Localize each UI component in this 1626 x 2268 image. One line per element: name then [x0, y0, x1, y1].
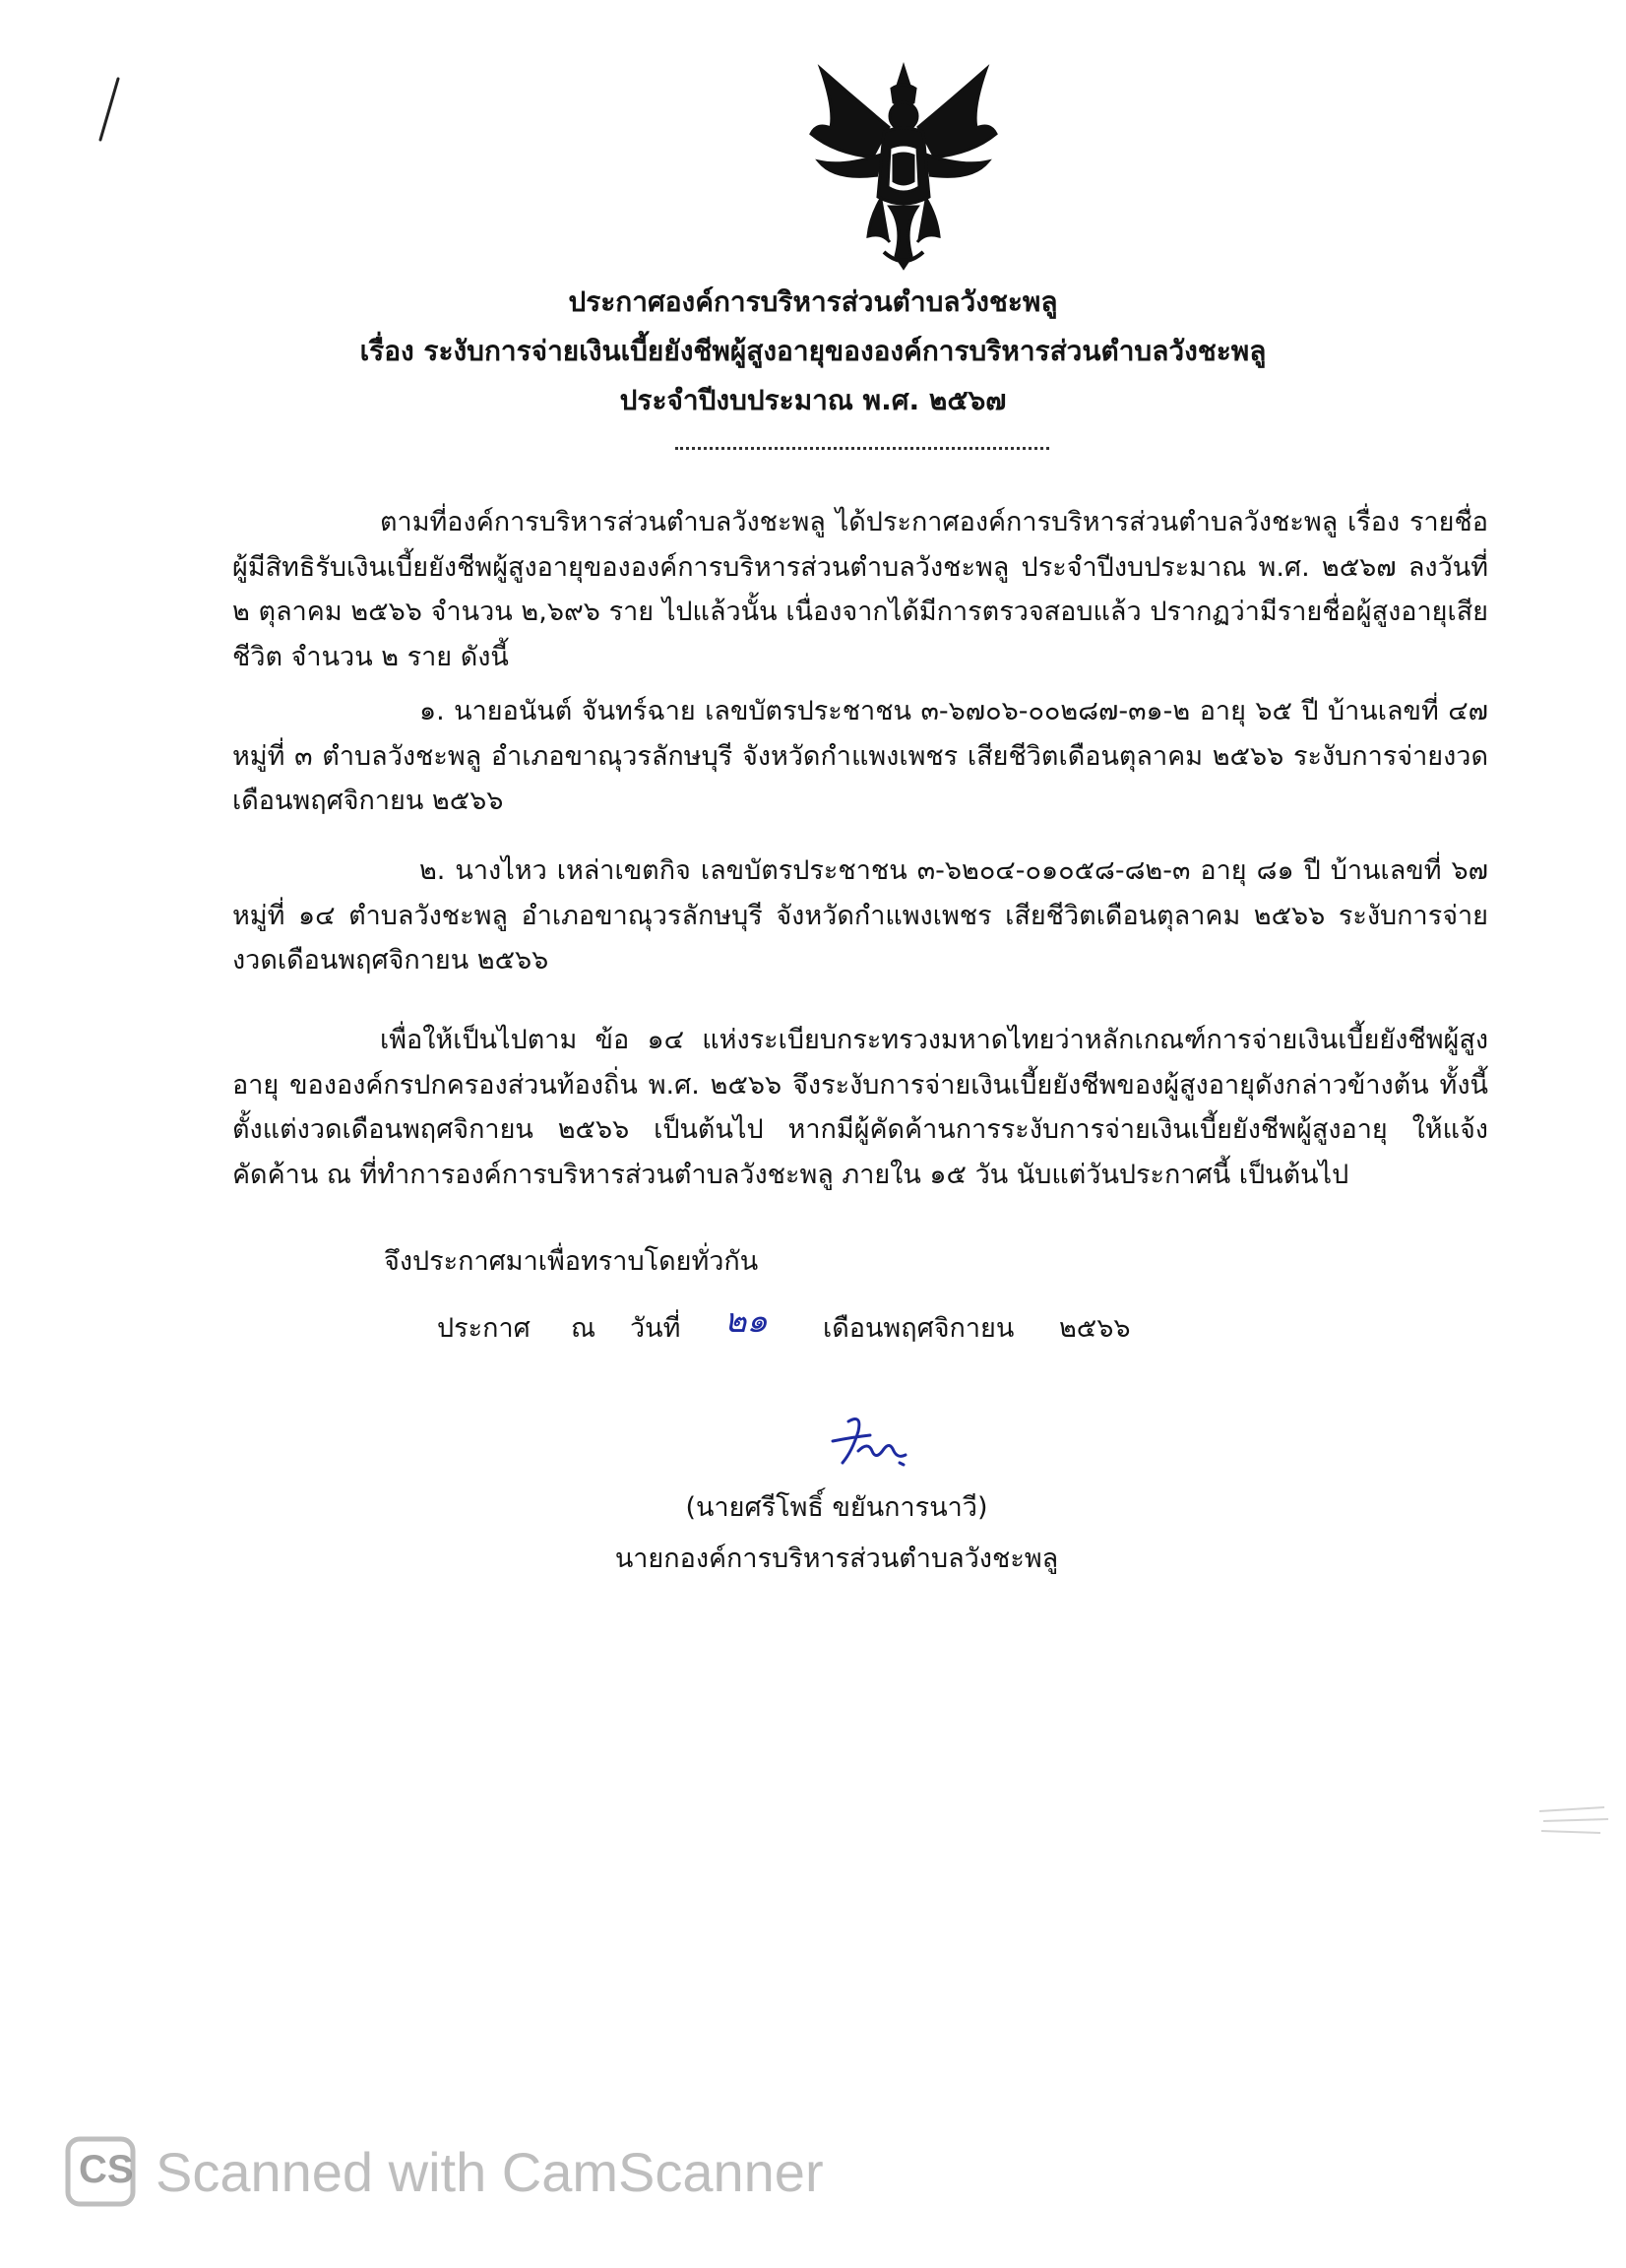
announce-day-handwritten: ๒๑ — [724, 1301, 768, 1341]
paragraph-background: ตามที่องค์การบริหารส่วนตำบลวังชะพลู ได้ประกาศองค์การบริหารส่วนตำบลวังชะพลู เรื่อง รายชื่อผู้มีสิทธิรับเงินเบี้ยยังชีพผู้สูงอายุขององค์การบริหารส่วนตำบลวังชะพลู ประจำปีงบประมาณ พ.ศ. ๒๕๖๗ ลงวันที่ ๒ ตุลาคม ๒๕๖๖ จำนวน ๒,๖๙๖ ราย ไปแล้วนั้น เนื่องจากได้มีการตรวจสอบแล้ว ปรากฏว่ามีรายชื่อผู้สูงอายุเสียชีวิต จำนวน ๒ ราย ดังนี้ — [232, 507, 1488, 672]
title-divider — [675, 447, 1049, 450]
watermark-text: Scanned with CamScanner — [156, 2140, 824, 2203]
announcement-subject: เรื่อง ระงับการจ่ายเงินเบี้ยยังชีพผู้สูงอายุขององค์การบริหารส่วนตำบลวังชะพลู — [359, 335, 1267, 367]
announce-month: เดือนพฤศจิกายน — [823, 1313, 1015, 1344]
announce-day-label: วันที่ — [630, 1313, 681, 1344]
scan-smudge — [1535, 1801, 1614, 1841]
announce-prefix: ประกาศ — [437, 1313, 531, 1344]
announce-year: ๒๕๖๖ — [1059, 1313, 1131, 1344]
signature-mark — [823, 1412, 921, 1473]
announce-at: ณ — [571, 1313, 596, 1344]
deceased-item-1: ๑. นายอนันต์ จันทร์ฉาย เลขบัตรประชาชน ๓-๖๗๐๖-๐๐๒๘๗-๓๑-๒ อายุ ๖๕ ปี บ้านเลขที่ ๔๗ หมู่ที่ ๓ ตำบลวังชะพลู อำเภอขาณุวรลักษบุรี จังหวัดกำแพงเพชร เสียชีวิตเดือนตุลาคม ๒๕๖๖ ระงับการจ่ายงวดเดือนพฤศจิกายน ๒๕๖๖ — [232, 696, 1488, 817]
watermark-badge: CS — [79, 2148, 134, 2191]
camscanner-watermark — [65, 2136, 824, 2207]
deceased-item-2: ๒. นางไหว เหล่าเขตกิจ เลขบัตรประชาชน ๓-๖๒๐๔-๐๑๐๕๘-๘๒-๓ อายุ ๘๑ ปี บ้านเลขที่ ๖๗ หมู่ที่ ๑๔ ตำบลวังชะพลู อำเภอขาณุวรลักษบุรี จังหวัดกำแพงเพชร เสียชีวิตเดือนตุลาคม ๒๕๖๖ ระงับการจ่ายงวดเดือนพฤศจิกายน ๒๕๖๖ — [232, 855, 1488, 976]
announcement-title: ประกาศองค์การบริหารส่วนตำบลวังชะพลู — [568, 285, 1058, 318]
pen-stroke-mark — [94, 75, 124, 144]
paragraph-regulation: เพื่อให้เป็นไปตาม ข้อ ๑๔ แห่งระเบียบกระทรวงมหาดไทยว่าหลักเกณฑ์การจ่ายเงินเบี้ยยังชีพผู้สูงอายุ ขององค์กรปกครองส่วนท้องถิ่น พ.ศ. ๒๕๖๖ จึงระงับการจ่ายเงินเบี้ยยังชีพของผู้สูงอายุดังกล่าวข้างต้น ทั้งนี้ ตั้งแต่งวดเดือนพฤศจิกายน ๒๕๖๖ เป็นต้นไป หากมีผู้คัดค้านการระงับการจ่ายเงินเบี้ยยังชีพผู้สูงอายุ ให้แจ้งคัดค้าน ณ ที่ทำการองค์การบริหารส่วนตำบลวังชะพลู ภายใน ๑๕ วัน นับแต่วันประกาศนี้ เป็นต้นไป — [232, 1025, 1488, 1190]
signer-title: นายกองค์การบริหารส่วนตำบลวังชะพลู — [614, 1544, 1059, 1574]
announcement-fiscal-year: ประจำปีงบประมาณ พ.ศ. ๒๕๖๗ — [619, 384, 1007, 416]
signer-name: (นายศรีโพธิ์ ขยันการนาวี) — [685, 1492, 988, 1523]
garuda-emblem-icon — [805, 59, 1002, 271]
closing-statement: จึงประกาศมาเพื่อทราบโดยทั่วกัน — [384, 1246, 759, 1277]
